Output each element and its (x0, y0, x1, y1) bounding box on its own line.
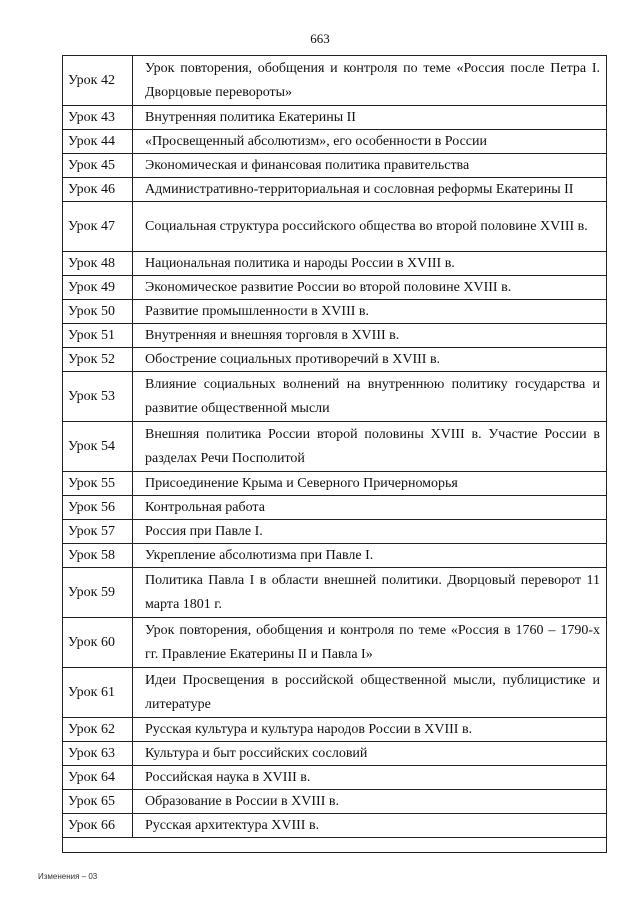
lesson-topic: «Просвещенный абсолютизм», его особенности в России (133, 130, 607, 154)
table-row (63, 324, 607, 348)
lesson-topic: Административно-территориальная и сословная реформы Екатерины II (133, 178, 607, 202)
lesson-topic: Образование в России в XVIII в. (133, 790, 607, 814)
lesson-number: Урок 62 (63, 718, 133, 742)
lesson-number: Урок 61 (63, 668, 133, 718)
lesson-topic: Влияние социальных волнений на внутреннюю политику государства и развитие общественной мысли (133, 372, 607, 422)
lesson-number: Урок 50 (63, 300, 133, 324)
lesson-topic: Социальная структура российского общества во второй половине XVIII в. (133, 202, 607, 252)
table-row (63, 130, 607, 154)
lesson-number: Урок 53 (63, 372, 133, 422)
table-row (63, 790, 607, 814)
lesson-number: Урок 59 (63, 568, 133, 618)
table-row (63, 202, 607, 252)
lesson-number: Урок 57 (63, 520, 133, 544)
table-row (63, 178, 607, 202)
lesson-number: Урок 42 (63, 56, 133, 106)
table-row (63, 154, 607, 178)
lesson-number: Урок 64 (63, 766, 133, 790)
lesson-number: Урок 51 (63, 324, 133, 348)
table-row (63, 618, 607, 668)
lesson-number: Урок 44 (63, 130, 133, 154)
lesson-number: Урок 47 (63, 202, 133, 252)
lesson-topic: Экономическая и финансовая политика правительства (133, 154, 607, 178)
lessons-table-body (63, 56, 607, 838)
table-row (63, 718, 607, 742)
lesson-topic: Культура и быт российских сословий (133, 742, 607, 766)
table-row (63, 106, 607, 130)
table-row (63, 766, 607, 790)
table-row (63, 422, 607, 472)
lesson-topic: Национальная политика и народы России в XVIII в. (133, 252, 607, 276)
lesson-topic: Укрепление абсолютизма при Павле I. (133, 544, 607, 568)
lesson-number: Урок 63 (63, 742, 133, 766)
table-row (63, 568, 607, 618)
lesson-topic: Российская наука в XVIII в. (133, 766, 607, 790)
lessons-table (62, 55, 607, 838)
table-row (63, 372, 607, 422)
lesson-number: Урок 55 (63, 472, 133, 496)
table-row (63, 668, 607, 718)
lesson-topic: Идеи Просвещения в российской общественной мысли, публицистике и литературе (133, 668, 607, 718)
table-row (63, 520, 607, 544)
lesson-number: Урок 56 (63, 496, 133, 520)
lesson-number: Урок 65 (63, 790, 133, 814)
table-row (63, 252, 607, 276)
lesson-topic: Внутренняя политика Екатерины II (133, 106, 607, 130)
page-number: 663 (310, 31, 330, 46)
lesson-topic: Политика Павла I в области внешней политики. Дворцовый переворот 11 марта 1801 г. (133, 568, 607, 618)
lesson-number: Урок 60 (63, 618, 133, 668)
table-row (63, 300, 607, 324)
lesson-topic: Урок повторения, обобщения и контроля по теме «Россия после Петра I. Дворцовые перевороты» (133, 56, 607, 106)
lesson-topic: Русская архитектура XVIII в. (133, 814, 607, 838)
lesson-topic: Контрольная работа (133, 496, 607, 520)
table-row (63, 56, 607, 106)
lesson-topic: Урок повторения, обобщения и контроля по теме «Россия в 1760 – 1790-х гг. Правление Екатерины II и Павла I» (133, 618, 607, 668)
table-row (63, 472, 607, 496)
lesson-number: Урок 43 (63, 106, 133, 130)
table-row (63, 496, 607, 520)
lesson-number: Урок 52 (63, 348, 133, 372)
lesson-number: Урок 66 (63, 814, 133, 838)
lesson-topic: Обострение социальных противоречий в XVIII в. (133, 348, 607, 372)
lesson-number: Урок 49 (63, 276, 133, 300)
table-row (63, 742, 607, 766)
lesson-topic: Русская культура и культура народов России в XVIII в. (133, 718, 607, 742)
table-row (63, 814, 607, 838)
lesson-topic: Присоединение Крыма и Северного Причерноморья (133, 472, 607, 496)
table-row (63, 348, 607, 372)
lesson-topic: Внутренняя и внешняя торговля в XVIII в. (133, 324, 607, 348)
lesson-number: Урок 45 (63, 154, 133, 178)
lesson-number: Урок 54 (63, 422, 133, 472)
lesson-number: Урок 48 (63, 252, 133, 276)
lesson-topic: Внешняя политика России второй половины XVIII в. Участие России в разделах Речи Посполитой (133, 422, 607, 472)
lesson-topic: Россия при Павле I. (133, 520, 607, 544)
table-row (63, 544, 607, 568)
lesson-topic: Экономическое развитие России во второй половине XVIII в. (133, 276, 607, 300)
footer-revision: Изменения – 03 (38, 872, 98, 881)
lesson-number: Урок 58 (63, 544, 133, 568)
lesson-number: Урок 46 (63, 178, 133, 202)
lesson-topic: Развитие промышленности в XVIII в. (133, 300, 607, 324)
table-row (63, 276, 607, 300)
